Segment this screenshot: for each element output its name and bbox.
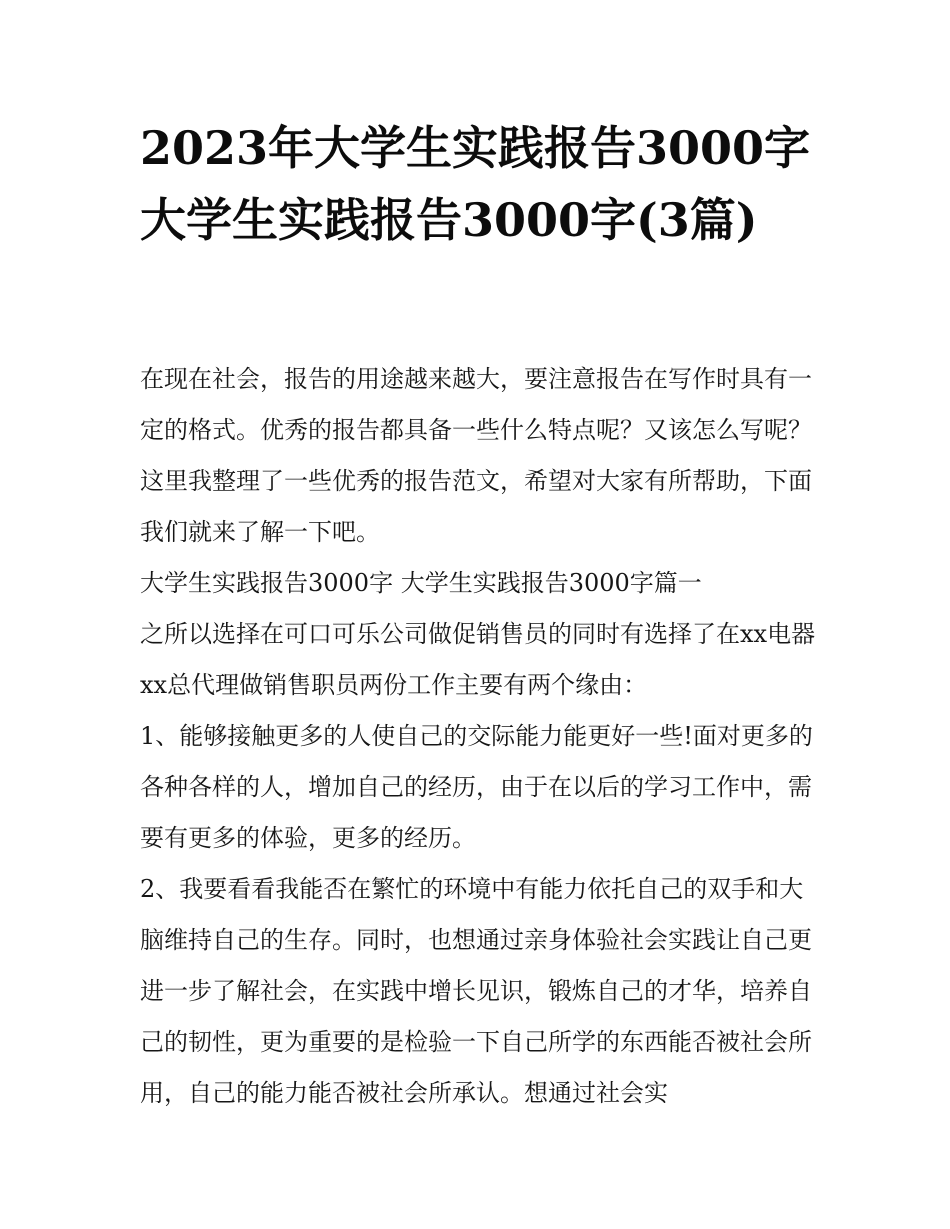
list-item-1: 1、能够接触更多的人使自己的交际能力能更好一些!面对更多的各种各样的人，增加自己的经历，由于在以后的学习工作中，需要有更多的体验，更多的经历。: [140, 722, 813, 852]
document-title: 2023年大学生实践报告3000字 大学生实践报告3000字(3篇): [140, 121, 811, 247]
document-body: [140, 354, 820, 1119]
body-paragraph: 之所以选择在可口可乐公司做促销售员的同时有选择了在xx电器xx总代理做销售职员两份工作主要有两个缘由：: [140, 620, 816, 699]
intro-paragraph: 在现在社会，报告的用途越来越大，要注意报告在写作时具有一定的格式。优秀的报告都具备一些什么特点呢？又该怎么写呢？这里我整理了一些优秀的报告范文，希望对大家有所帮助，下面我们就来了解一下吧。: [140, 365, 812, 546]
list-item-2: 2、我要看看我能否在繁忙的环境中有能力依托自己的双手和大脑维持自己的生存。同时，也想通过亲身体验社会实践让自己更进一步了解社会，在实践中增长见识，锻炼自己的才华，培养自己的韧性，更为重要的是检验一下自己所学的东西能否被社会所用，自己的能力能否被社会所承认。想通过社会实: [140, 875, 812, 1107]
section-heading: 大学生实践报告3000字 大学生实践报告3000字篇一: [140, 569, 702, 597]
